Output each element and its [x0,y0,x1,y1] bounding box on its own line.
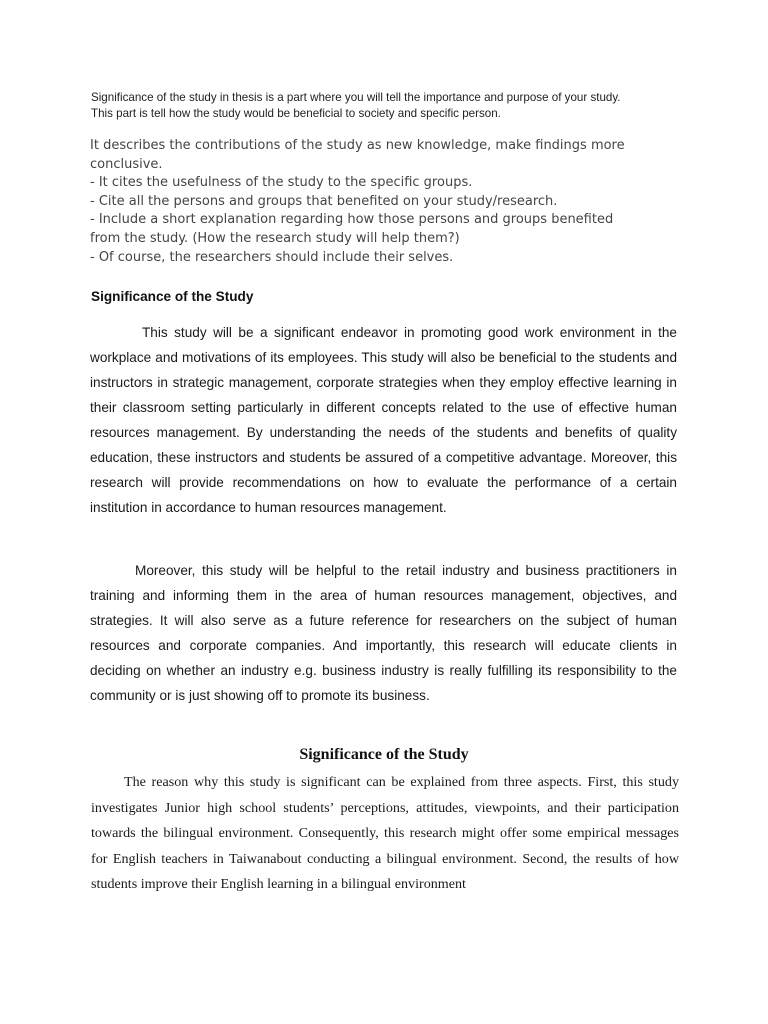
note-line: - Include a short explanation regarding how those persons and groups benefited [90,212,614,228]
note-line: - Cite all the persons and groups that benefited on your study/research. [90,193,558,209]
intro-line: This part is tell how the study would be beneficial to society and specific person. [91,106,501,120]
intro-text [91,90,691,121]
section-heading-serif: Significance of the Study [299,746,469,763]
body-paragraph: This study will be a significant endeavor in promoting good work environment in the workplace and motivations of its employees. This study will also be beneficial to the students and instructors in strategic management, corporate strategies when they employ effective learning in their classroom setting particularly in different concepts related to the use of effective human resources management. By understanding the needs of the students and benefits of quality education, these instructors and students be assured of a competitive advantage. Moreover, this research will provide recommendations on how to evaluate the performance of a certain institution in accordance to human resources management. [90,325,677,515]
guideline-notes [90,137,690,267]
body-paragraph-serif: The reason why this study is significant can be explained from three aspects. First, this study investigates Junior high school students’ perceptions, attitudes, viewpoints, and their participation towards the bilingual environment. Consequently, this research might offer some empirical messages for English teachers in Taiwanabout conducting a bilingual environment. Second, the results of how students improve their English learning in a bilingual environment [91,774,679,892]
body-paragraph: Moreover, this study will be helpful to the retail industry and business practitioners in training and informing them in the area of human resources management, objectives, and strategies. It will also serve as a future reference for researchers on the subject of human resources and corporate companies. And importantly, this research will educate clients in deciding on whether an industry e.g. business industry is really fulfilling its responsibility to the community or is just showing off to promote its business. [90,563,677,703]
intro-line: Significance of the study in thesis is a part where you will tell the importance and purpose of your study. [91,91,621,104]
note-line: - Of course, the researchers should include their selves. [90,249,454,265]
note-line: - It cites the usefulness of the study to the specific groups. [90,175,473,191]
note-line: conclusive. [90,156,163,172]
note-line: from the study. (How the research study will help them?) [90,230,460,246]
section-heading: Significance of the Study [91,289,254,304]
note-line: It describes the contributions of the study as new knowledge, make findings more [90,138,625,153]
